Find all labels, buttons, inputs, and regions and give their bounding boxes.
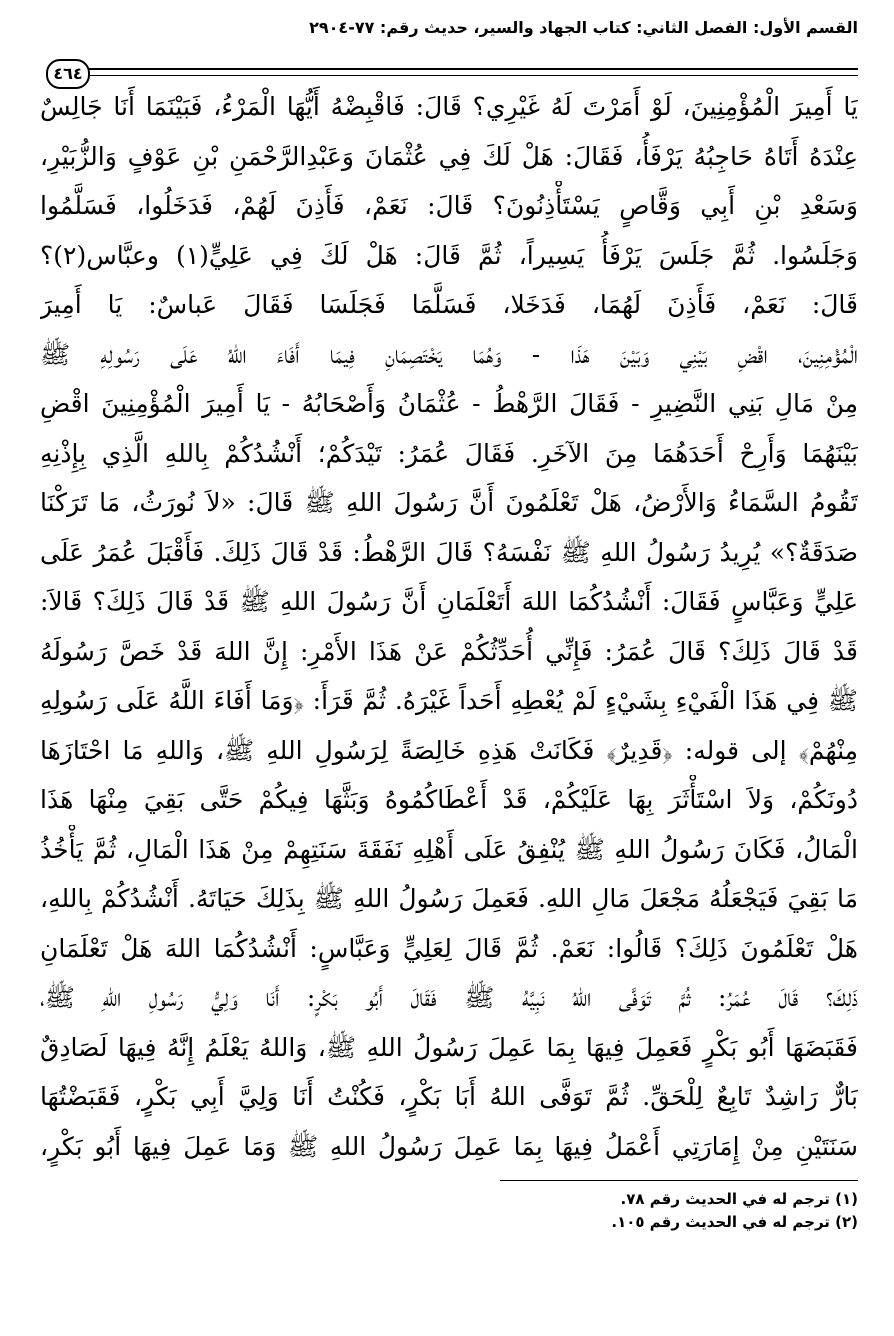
text-line: مِنْهُمْ﴾ إلى قوله: ﴿قَدِيرٌ﴾ فَكَانَتْ هَذِهِ خَالِصَةً لِرَسُولِ اللهِ ﷺ، وَاللهِ مَا احْتَازَهَا bbox=[40, 735, 858, 765]
text-line: صَدَقَةٌ؟» يُرِيدُ رَسُولُ اللهِ ﷺ نَفْسَهُ؟ قَالَ الرَّهْطُ: قَدْ قَالَ ذَلِكَ. فَأَقْبَلَ عُمَرُ عَلَى bbox=[40, 537, 858, 567]
footnote-rule bbox=[500, 1180, 858, 1181]
text-line: يَا أَمِيرَ الْمُؤْمِنِينَ، لَوْ أَمَرْتَ لَهُ غَيْرِي؟ قَالَ: فَاقْبِضْهُ أَيُّهَا الْمَرْءُ، فَبَيْنَمَا أَنَا جَالِسٌ bbox=[40, 92, 858, 121]
text-line: دُونَكُمْ، وَلاَ اسْتَأْثَرَ بِهَا عَلَيْكُمْ، قَدْ أَعْطَاكُمُوهُ وَبَثَّهَا فِيكُمْ حَتَّى بَقِيَ مِنْهَا هَذَا bbox=[40, 785, 858, 814]
text-line: قَالَ: نَعَمْ، فَأَذِنَ لَهُمَا، فَدَخَلا، فَسَلَّمَا فَجَلَسَا فَقَالَ عَباسٌ: يَا أَمِيرَ bbox=[40, 290, 858, 319]
text-line: عَلِيٍّ وَعَبَّاسٍ فَقَالَ: أَنْشُدُكُمَا اللهَ أَتَعْلَمَانِ أَنَّ رَسُولَ اللهِ ﷺ قَدْ قَالَ ذَلِكَ؟ قَالاَ: bbox=[40, 587, 858, 616]
text-line: فَقَبَضَهَا أَبُو بَكْرٍ فَعَمِلَ فِيهَا بِمَا عَمِلَ رَسُولُ اللهِ ﷺ، وَاللهُ يَعْلَمُ إِنَّهُ فِيهَا لَصَادِقٌ bbox=[40, 1032, 858, 1062]
text-line: الْمَالُ، فَكَانَ رَسُولُ اللهِ ﷺ يُنْفِقُ عَلَى أَهْلِهِ نَفَقَةَ سَنَتِهِمْ مِنْ هَذَا الْمَالِ، ثُمَّ يَأْخُذُ bbox=[40, 834, 858, 864]
text-line: قَدْ قَالَ ذَلِكَ؟ قَالَ عُمَرُ: فَإِنِّي أُحَدِّثُكُمْ عَنْ هَذَا الأَمْرِ: إِنَّ اللهَ قَدْ خَصَّ رَسُولَهُ bbox=[40, 636, 858, 666]
text-line: تَقُومُ السَّمَاءُ وَالأَرْضُ، هَلْ تَعْلَمُونَ أَنَّ رَسُولَ اللهِ ﷺ قَالَ: «لاَ نُورَثُ، مَا تَرَكْنَا bbox=[40, 488, 858, 517]
main-text bbox=[40, 82, 858, 1171]
text-line: وَسَعْدِ بْنِ أَبِي وَقَّاصٍ يَسْتَأْذِنُونَ؟ قَالَ: نَعَمْ، فَأَذِنَ لَهُمْ، فَدَخَلُوا، فَسَلَّمُوا bbox=[40, 191, 858, 220]
text-line: عِنْدَهُ أَتَاهُ حَاجِبُهُ يَرْفَأُ، فَقَالَ: هَلْ لَكَ فِي عُثْمَانَ وَعَبْدِالرَّحْمَنِ بْنِ عَوْفٍ وَالزُّبَيْرِ، bbox=[40, 141, 858, 171]
text-line: وَجَلَسُوا. ثُمَّ جَلَسَ يَرْفَأُ يَسِيراً، ثُمَّ قَالَ: هَلْ لَكَ فِي عَلِيٍّ(١) وعبَّاس(٢)؟ bbox=[40, 240, 858, 270]
footnote-1: (١) ترجم له في الحديث رقم ٧٨. bbox=[620, 1190, 858, 1208]
text-line: سَنَتَيْنِ مِنْ إِمَارَتِي أَعْمَلُ فِيهَا بِمَا عَمِلَ رَسُولُ اللهِ ﷺ وَمَا عَمِلَ فِيهَا أَبُو بَكْرٍ، bbox=[40, 1131, 858, 1161]
text-line: بَارٌّ رَاشِدٌ تَابِعٌ لِلْحَقِّ. ثُمَّ تَوَفَّى اللهُ أَبَا بَكْرٍ، فَكُنْتُ أَنَا وَلِيَّ أَبِي بَكْرٍ، فَقَبَضْتُهَا bbox=[40, 1082, 858, 1111]
text-line: هَلْ تَعْلَمُونَ ذَلِكَ؟ قَالُوا: نَعَمْ. ثُمَّ قَالَ لِعَلِيٍّ وَعَبَّاسٍ: أَنْشُدُكُمَا اللهَ هَلْ تَعْلَمَانِ bbox=[40, 933, 858, 963]
footnotes bbox=[40, 1188, 858, 1234]
text-line: بَيْنَهُمَا وَأَرِحْ أَحَدَهُمَا مِنَ الآخَرِ. فَقَالَ عُمَرُ: تَيْدَكُمْ؛ أَنْشُدُكُمْ بِاللهِ الَّذِي بِإِذْنِهِ bbox=[40, 438, 858, 468]
text-line: ﷺ فِي هَذَا الْفَيْءِ بِشَيْءٍ لَمْ يُعْطِهِ أَحَداً غَيْرَهُ. ثُمَّ قَرَأَ: ﴿وَمَا أَفَاءَ اللَّهُ عَلَى رَسُولِهِ bbox=[40, 686, 858, 715]
text-line: مِنْ مَالِ بَنِي النَّضِيرِ - فَقَالَ الرَّهْطُ - عُثْمَانُ وَأَصْحَابُهُ - يَا أَمِيرَ الْمُؤْمِنِينَ اقْضِ bbox=[40, 389, 858, 418]
footnote-2: (٢) ترجم له في الحديث رقم ١٠٥. bbox=[611, 1213, 858, 1231]
header-rule bbox=[88, 68, 858, 76]
text-line: مَا بَقِيَ فَيَجْعَلُهُ مَجْعَلَ مَالِ اللهِ. فَعَمِلَ رَسُولُ اللهِ ﷺ بِذَلِكَ حَيَاتَهُ. أَنْشُدُكُمْ بِاللهِ، bbox=[40, 884, 858, 913]
page-number: ٤٦٤ bbox=[46, 59, 90, 89]
text-line: ذَلِكَ؟ قَالَ عُمَرُ: ثُمَّ تَوَفَّى اللهُ نَبِيَّهُ ﷺ فَقَالَ أَبُو بَكْرٍ: أَنَا وَلِيُّ رَسُولِ اللهِ ﷺ، bbox=[40, 983, 858, 1012]
text-line: الْمُؤْمِنِينَ، اقْضِ بَيْنِي وَبَيْنَ هَذَا - وَهُمَا يَخْتَصِمَانِ فِيمَا أَفَاءَ اللهُ عَلَى رَسُولِهِ ﷺ bbox=[40, 339, 858, 369]
running-header: القسم الأول: الفصل الثاني: كتاب الجهاد والسير، حديث رقم: ٧٧-٢٩٠٤ bbox=[309, 18, 858, 37]
